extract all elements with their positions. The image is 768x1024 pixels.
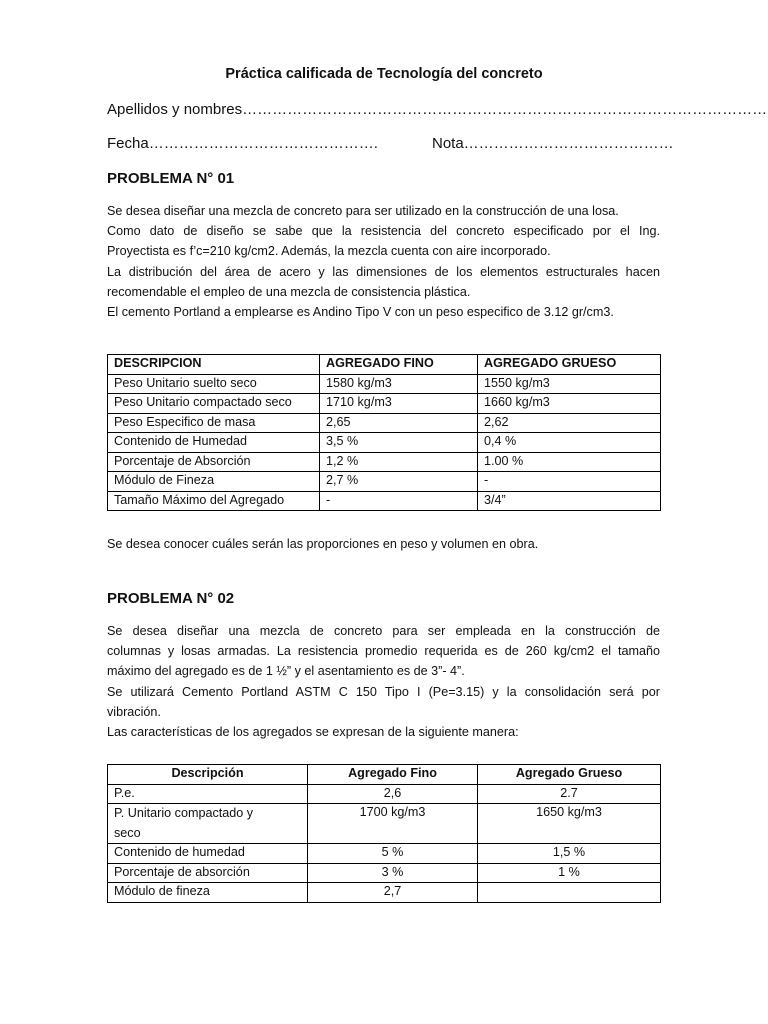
table-row [108,804,661,844]
table-row [108,491,661,511]
table-cell: 2,65 [320,413,478,433]
problem2-line: máximo del agregado es de 1 ½” y el asentamiento es de 3”- 4”. [107,664,465,679]
table-cell: 0,4 % [478,433,661,453]
table-cell: 1 % [478,863,661,883]
table-header-cell: Descripción [108,765,308,785]
table-row [108,472,661,492]
problem1-line: Como dato de diseño se sabe que la resistencia del concreto especificado por el Ing. [107,224,660,239]
table-cell: 1,2 % [320,452,478,472]
table-row [108,863,661,883]
table-cell: Tamaño Máximo del Agregado [108,491,320,511]
problem1-line: La distribución del área de acero y las dimensiones de los elementos estructurales hacen [107,264,660,279]
problem1-table [107,354,661,511]
table-cell: 2,6 [308,784,478,804]
problem2-table [107,764,661,903]
problem1-line: Se desea diseñar una mezcla de concreto para ser utilizado en la construcción de una losa. [107,204,619,218]
table-cell: 1710 kg/m3 [320,394,478,414]
table-header-row [108,765,661,785]
document-title: Práctica calificada de Tecnología del concreto [225,66,543,82]
table-cell: 1.00 % [478,452,661,472]
date-field: Fecha………………………………………. [107,135,378,152]
table-cell: Contenido de humedad [108,844,308,864]
table-header-cell: AGREGADO FINO [320,355,478,375]
table-header-row [108,355,661,375]
table-cell: Contenido de Humedad [108,433,320,453]
problem1-statement [107,201,660,322]
table-cell: 1,5 % [478,844,661,864]
problem1-line: recomendable el empleo de una mezcla de consistencia plástica. [107,284,471,299]
problem1-question: Se desea conocer cuáles serán las proporciones en peso y volumen en obra. [107,537,539,551]
problem1-heading: PROBLEMA N° 01 [107,170,235,187]
table-cell: Peso Especifico de masa [108,413,320,433]
table-row [108,394,661,414]
names-field: Apellidos y nombres…………………………………………………………………………………………… [107,101,768,118]
table-row [108,374,661,394]
table-cell: 1700 kg/m3 [308,804,478,844]
table-cell: 2.7 [478,784,661,804]
problem2-line: Se desea diseñar una mezcla de concreto para ser empleada en la construcción de [107,624,660,638]
table-row [108,883,661,903]
table-cell-line: seco [114,825,141,840]
problem1-line: Proyectista es f’c=210 kg/cm2. Además, la mezcla cuenta con aire incorporado. [107,244,551,259]
grade-field: Nota…………………………………… [432,135,674,152]
table-cell: 2,7 [308,883,478,903]
table-cell: 1650 kg/m3 [478,804,661,844]
table-cell: 3,5 % [320,433,478,453]
table-cell: 3/4” [478,491,661,511]
table-row [108,413,661,433]
table-cell: Módulo de fineza [108,883,308,903]
table-row [108,452,661,472]
problem2-line: Las características de los agregados se expresan de la siguiente manera: [107,725,519,740]
table-row [108,433,661,453]
problem1-line: El cemento Portland a emplearse es Andino Tipo V con un peso especifico de 3.12 gr/cm3. [107,305,614,320]
table-cell: Porcentaje de absorción [108,863,308,883]
table-row [108,784,661,804]
table-cell: Porcentaje de Absorción [108,452,320,472]
table-cell: Peso Unitario compactado seco [108,394,320,414]
table-header-cell: AGREGADO GRUESO [478,355,661,375]
problem2-line: Se utilizará Cemento Portland ASTM C 150 Tipo I (Pe=3.15) y la consolidación será por [107,684,660,699]
table-cell: 5 % [308,844,478,864]
table-cell: P.e. [108,784,308,804]
table-header-cell: DESCRIPCION [108,355,320,375]
table-cell: 3 % [308,863,478,883]
table-cell: - [320,491,478,511]
table-cell: 1660 kg/m3 [478,394,661,414]
table-cell [108,804,308,844]
table-cell: 1580 kg/m3 [320,374,478,394]
table-cell: 2,7 % [320,472,478,492]
problem2-line: vibración. [107,704,161,719]
table-header-cell: Agregado Fino [308,765,478,785]
table-cell-line: P. Unitario compactado y [114,806,254,820]
table-row [108,844,661,864]
problem2-line: columnas y losas armadas. La resistencia promedio requerida es de 260 kg/cm2 el tamaño [107,644,660,659]
table-header-cell: Agregado Grueso [478,765,661,785]
table-cell: Módulo de Fineza [108,472,320,492]
problem2-heading: PROBLEMA N° 02 [107,590,235,607]
table-cell: - [478,472,661,492]
problem2-statement [107,621,660,742]
table-cell [478,883,661,903]
table-cell: 2,62 [478,413,661,433]
table-cell: 1550 kg/m3 [478,374,661,394]
table-cell: Peso Unitario suelto seco [108,374,320,394]
